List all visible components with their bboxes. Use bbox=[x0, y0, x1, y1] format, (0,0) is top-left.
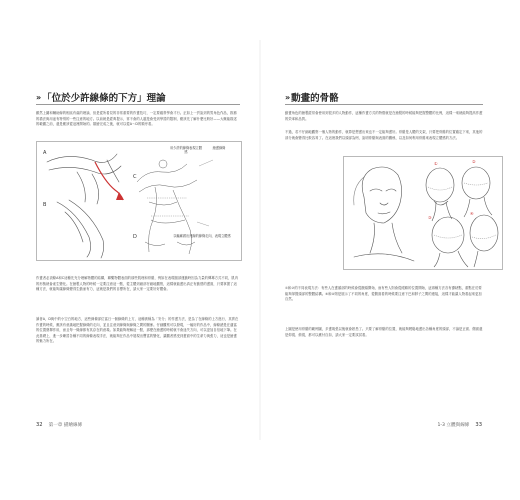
caption-top-right-2: 繪畫線條 bbox=[212, 146, 226, 150]
svg-text:B: B bbox=[43, 202, 47, 208]
left-heading-rule bbox=[36, 104, 240, 105]
left-paragraph-3: 讀者A，D與中的小空白的地方，這些線條部位當日一個線條的上方，這種被稱為「安分」的作畫方法，是為了在線條的上方進行，其實在作畫的時候，應該有意識地把握線條的走向，並且注意到線條與線條之間的關係。仔細觀察可以發現，一幅好的作品中，線條總是在適當的位置發揮作用，而且每一條線都有其存在的意義。如果能夠理解這一點，那麼在繪畫的時候就不會迷失方向，可以更加自信地下筆。在此基礎上，進一步練習各種不同的線條表現手法，就能夠在作品中展現出豐富的變化，讓觀者感受到畫面中的生命力與張力，這也是繪畫的魅力所在。 bbox=[36, 317, 239, 344]
left-paragraph-1: 雖然上圖和輔助線的相區有處的理論，但是從所看見的非常重要的作畫技巧，一定要確實學會才行。正如上一頁說到的男角色作品，推薦的描法與用途有特別的一些注意的地方。以前就是經典提示，常不會的人越是會受到學習的限制，應該先了解什麼比較好——大概能描述的範圍之前，還是應該從這裡開始的。描繪完成之後，就可以從A～D的順序看。 bbox=[36, 111, 237, 127]
svg-text:D: D bbox=[133, 234, 137, 240]
right-page-heading bbox=[285, 90, 339, 104]
right-heading-rule bbox=[285, 104, 483, 105]
left-folio-text: 第一章 描繪線條 bbox=[48, 423, 83, 428]
right-illustration-panel bbox=[343, 156, 503, 270]
right-page-number: 33 bbox=[475, 422, 482, 428]
caption-bottom-right: 以輪廓做出連線的線條走向，表現立體感 bbox=[173, 234, 231, 238]
svg-text:C: C bbox=[133, 174, 137, 180]
svg-text:①: ① bbox=[434, 161, 438, 166]
left-folio bbox=[36, 422, 82, 428]
svg-text:③: ③ bbox=[428, 215, 432, 220]
right-paragraph-3: ①和②的不同表現方法：有些人在畫頭部的時候會從額頭開始，而有些人則會從眼睛的位置開始，這兩種方法各有優缺點，重點在於要能夠掌握頭部的整體結構。③和④則是展示了不同的角度，從側面看的時候要注意下巴和脖子之間的連接，這樣才能讓人物看起來更加自然。 bbox=[285, 286, 482, 302]
head-sketch-figure bbox=[344, 157, 502, 269]
book-gutter bbox=[259, 40, 261, 440]
right-folio-text: 1-3 立體與線條 bbox=[437, 423, 470, 428]
right-paragraph-4: 上圖是使用骨骼的範例圖，多畫幾張以後就會熟悉了。只要了解骨骼的位置，就能夠輕鬆地畫出各種角度的頭部，不論是正面、側面還是仰視、俯視，都可以應付自如，請大家一定要試試看。 bbox=[285, 327, 483, 337]
right-paragraph-2: 不過，若不仔細地觀察一個人物的動作，就算是想畫出來也不一定能夠畫好。骨骼是人體的支架，只要把骨骼的位置確定下來，其他的部分就會變得比較容易了。在這裡我們以頭部為例，說明骨骼與表面的關係，以及如何利用骨骼來表現立體感的方法。 bbox=[285, 130, 483, 140]
caption-top-right: 用少許的線條表現立體感 bbox=[170, 146, 202, 155]
svg-text:②: ② bbox=[472, 159, 476, 164]
left-illustration-panel bbox=[36, 141, 242, 261]
legs-sketch-figure bbox=[37, 142, 241, 260]
right-paragraph-1: 動畫角色的繪製經常會使用到很多的人物動作，這種作畫方式的特徵就是在繪製的時候能夠把握整體的比例，這樣一來就能夠提高作畫的效率和品質。 bbox=[285, 111, 483, 121]
right-page-title: 動畫的骨骼 bbox=[291, 93, 339, 104]
left-page-number: 32 bbox=[36, 422, 43, 428]
left-paragraph-2: 作畫者必須條A和C這種先充分理解物體的結構，聯繫物體表面的那些肌理和骨骼，例如在表現腿部運動時因為力量的傳導方式不同，肌肉的形態就會產生變化。在繪製人物的時候一定要注意這一點，從主體到細部仔細地觀察，這樣就能畫出真正有動感的畫面，只要掌握了這種方法，就能夠讓線條變得生動而有力，這就是我們的目標所在，請大家一定要好好體會。 bbox=[36, 276, 239, 292]
right-folio bbox=[437, 422, 482, 428]
left-page-heading bbox=[36, 90, 166, 104]
svg-text:④: ④ bbox=[470, 211, 474, 216]
left-page-title: 「位於少許線條的下方」理論 bbox=[42, 93, 166, 104]
svg-text:A: A bbox=[43, 150, 47, 156]
heading-arrow-icon: » bbox=[285, 92, 290, 102]
heading-arrow-icon: » bbox=[36, 92, 41, 102]
